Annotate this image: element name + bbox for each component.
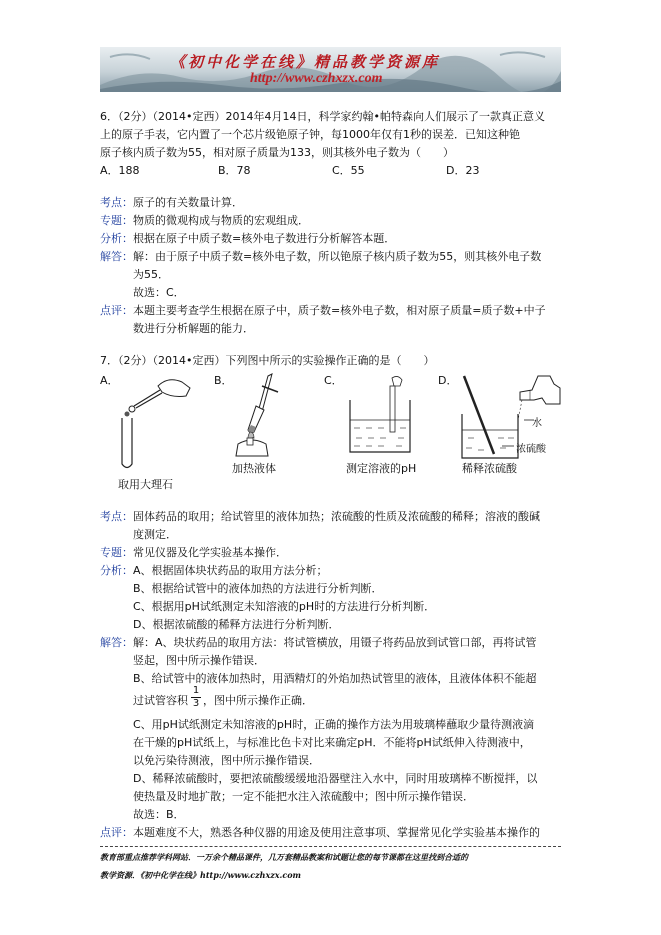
caption-b: 加热液体	[232, 462, 276, 475]
q7-jieda-line-7: 以免污染待测液，图中所示操作错误．	[133, 754, 320, 767]
q7-fenxi-c: C、根据用pH试纸测定未知溶液的pH时的方法进行分析判断．	[133, 600, 436, 613]
q6-fenxi: 分析：根据在原子中质子数=核外电子数进行分析解答本题．	[100, 232, 396, 245]
q6-dianping: 点评：本题主要考查学生根据在原子中，质子数=核外电子数，相对原子质量=质子数+中子	[100, 304, 546, 317]
q6-stem-line-1: 6．（2分）（2014•定西）2014年4月14日，科学家约翰•帕特森向人们展示了一款真正意义	[100, 110, 545, 123]
figure-b-heating-liquid	[232, 372, 292, 456]
q7-option-d-label: D．	[438, 374, 458, 387]
caption-c: 测定溶液的pH	[346, 462, 417, 475]
caption-a: 取用大理石	[118, 478, 173, 491]
q6-jieda: 解答：解：由于原子中质子数=核外电子数，所以铯原子核内质子数为55，则其核外电子数	[100, 250, 542, 263]
figure-a-taking-marble	[112, 376, 192, 472]
q7-fenxi: 分析：A、根据固体块状药品的取用方法分析；	[100, 564, 328, 577]
q6-dianping-line-2: 数进行分析解题的能力．	[133, 322, 254, 335]
q6-option-a: A．188	[100, 164, 140, 177]
banner-url[interactable]: http://www.czhxzx.com	[250, 71, 383, 86]
q7-jieda-line-4a: 过试管容积	[133, 694, 188, 707]
footer-line-1: 教育部重点推荐学科网站．一万余个精品课件，几万套精品教案和试题让您的每节课都在这里找到合适的	[100, 852, 468, 862]
label-water: 水	[532, 418, 542, 429]
q6-jieda-line-2: 为55．	[133, 268, 169, 281]
q6-zhuanti: 专题：物质的微观构成与物质的宏观组成．	[100, 214, 309, 227]
q7-stem: 7．（2分）（2014•定西）下列图中所示的实验操作正确的是（ ）	[100, 354, 435, 367]
q7-kaodian: 考点：固体药品的取用；给试管里的液体加热；浓硫酸的性质及浓硫酸的稀释；溶液的酸碱	[100, 510, 540, 523]
q6-option-d: D．23	[446, 164, 480, 177]
q7-option-c-label: C．	[324, 374, 343, 387]
q6-stem-line-3: 原子核内质子数为55，相对原子质量为133，则其核外电子数为（ ）	[100, 146, 454, 159]
fraction-one-third: 1 3	[192, 685, 200, 709]
q6-stem-line-2: 上的原子手表，它内置了一个芯片级铯原子钟，每1000年仅有1秒的误差．已知这种铯	[100, 128, 520, 141]
q6-option-b: B．78	[218, 164, 251, 177]
caption-d: 稀释浓硫酸	[462, 462, 517, 475]
q7-fenxi-d: D、根据浓硫酸的稀释方法进行分析判断．	[133, 618, 340, 631]
label-concentrated-acid: 浓硫酸	[516, 444, 546, 455]
q7-jieda-line-2: 竖起，图中所示操作错误．	[133, 654, 265, 667]
figure-c-measuring-ph	[344, 376, 414, 454]
q7-jieda-line-4b: ，图中所示操作正确．	[203, 694, 313, 707]
footer-line-2: 教学资源．《初中化学在线》http://www.czhxzx.com	[100, 870, 302, 880]
header-banner	[100, 47, 561, 92]
q7-option-b-label: B．	[214, 374, 233, 387]
q6-kaodian: 考点：原子的有关数量计算．	[100, 196, 243, 209]
q7-jieda-line-9: 使热量及时地扩散；一定不能把水注入浓硫酸中；图中所示操作错误．	[133, 790, 474, 803]
q7-answer: 故选：B．	[133, 808, 185, 821]
figure-d-diluting-acid	[458, 374, 562, 460]
q7-jieda-line-8: D、稀释浓硫酸时，要把浓硫酸缓缓地沿器壁注入水中，同时用玻璃棒不断搅拌，以	[133, 772, 538, 785]
q7-zhuanti: 专题：常见仪器及化学实验基本操作．	[100, 546, 287, 559]
q7-kaodian-line-2: 度测定．	[133, 528, 177, 541]
q6-option-c: C．55	[332, 164, 365, 177]
q7-jieda-line-6: 在干燥的pH试纸上，与标准比色卡对比来确定pH．不能将pH试纸伸入待测液中，	[133, 736, 531, 749]
q7-jieda-line-5: C、用pH试纸测定未知溶液的pH时，正确的操作方法为用玻璃棒蘸取少量待测液滴	[133, 718, 535, 731]
q7-dianping: 点评：本题难度不大，熟悉各种仪器的用途及使用注意事项、掌握常见化学实验基本操作的	[100, 826, 540, 839]
footer-divider	[100, 846, 561, 847]
q7-option-a-label: A．	[100, 374, 119, 387]
banner-title: 《初中化学在线》精品教学资源库	[170, 53, 441, 71]
q6-answer: 故选：C．	[133, 286, 185, 299]
q7-jieda-line-3: B、给试管中的液体加热时，用酒精灯的外焰加热试管里的液体，且液体体积不能超	[133, 672, 537, 685]
q7-jieda: 解答：解：A、块状药品的取用方法：将试管横放，用镊子将药品放到试管口部，再将试管	[100, 636, 537, 649]
q7-fenxi-b: B、根据给试管中的液体加热的方法进行分析判断．	[133, 582, 383, 595]
